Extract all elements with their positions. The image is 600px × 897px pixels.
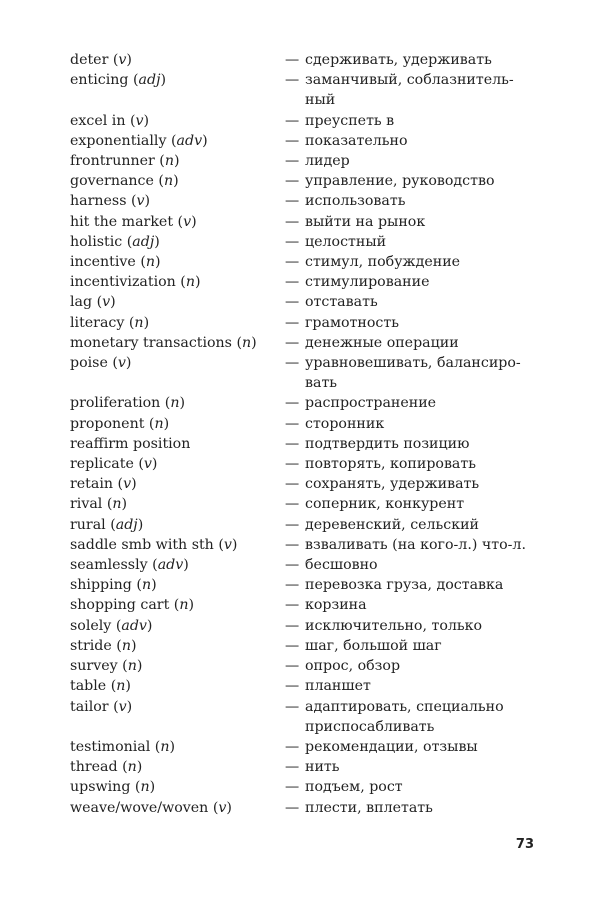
entry-term: proponent (n) <box>70 415 170 432</box>
entry-dash: — <box>285 415 300 432</box>
entry-term: frontrunner (n) <box>70 153 180 170</box>
entry-term: tailor (v) <box>70 698 133 715</box>
entry-term: testimonial (n) <box>70 738 176 755</box>
entry-part-of-speech: n <box>112 496 122 513</box>
entry-part-of-speech: v <box>117 355 126 372</box>
entry-dash: — <box>285 72 300 89</box>
entry-term: table (n) <box>70 678 131 695</box>
glossary-entry <box>70 474 540 494</box>
entry-word: solely <box>70 617 112 634</box>
entry-word: replicate <box>70 456 134 473</box>
entry-term: shipping (n) <box>70 577 157 594</box>
entry-part-of-speech: n <box>116 678 126 695</box>
entry-definition: рекомендации, отзывы <box>305 738 478 755</box>
entry-part-of-speech: adj <box>138 72 161 89</box>
glossary-entry <box>70 292 540 312</box>
entry-part-of-speech: v <box>143 456 152 473</box>
entry-part-of-speech: n <box>127 658 137 675</box>
entry-word: testimonial <box>70 738 151 755</box>
glossary-entry <box>70 393 540 413</box>
entry-term: thread (n) <box>70 759 143 776</box>
entry-part-of-speech: n <box>154 415 164 432</box>
entry-word: harness <box>70 193 127 210</box>
glossary-entry <box>70 191 540 211</box>
entry-dash: — <box>285 153 300 170</box>
entry-part-of-speech: v <box>218 799 227 816</box>
entry-word: excel in <box>70 112 126 129</box>
entry-part-of-speech: adv <box>121 617 147 634</box>
entry-definition: корзина <box>305 597 367 614</box>
entry-part-of-speech: n <box>141 577 152 594</box>
entry-dash: — <box>285 698 300 715</box>
entry-dash: — <box>285 173 300 190</box>
entry-dash: — <box>285 738 300 755</box>
glossary-entry <box>70 676 540 696</box>
entry-part-of-speech: adv <box>157 557 184 574</box>
glossary-entry <box>70 151 540 171</box>
glossary-entry <box>70 595 540 615</box>
glossary-entry <box>70 656 540 676</box>
entry-term: monetary transactions (n) <box>70 334 257 351</box>
entry-dash: — <box>285 334 300 351</box>
entry-part-of-speech: n <box>145 254 155 271</box>
entry-part-of-speech: v <box>118 52 127 68</box>
entry-part-of-speech: v <box>123 476 132 493</box>
entry-dash: — <box>285 355 300 372</box>
entry-term: incentive (n) <box>70 254 161 271</box>
entry-dash: — <box>285 213 300 230</box>
entry-definition: повторять, копировать <box>305 456 476 473</box>
entry-term: literacy (n) <box>70 314 150 331</box>
entry-definition: стимул, побуждение <box>305 254 461 271</box>
entry-term: saddle smb with sth (v) <box>70 536 238 553</box>
entry-definition: целостный <box>305 233 387 250</box>
entry-dash: — <box>285 456 300 473</box>
glossary-entry <box>70 737 540 757</box>
entry-definition: денежные операции <box>305 334 459 351</box>
entry-definition: сторонник <box>305 415 385 432</box>
entry-definition: показательно <box>305 132 408 149</box>
entry-word: enticing <box>70 72 129 89</box>
entry-term: replicate (v) <box>70 456 158 473</box>
entry-term: hit the market (v) <box>70 213 197 230</box>
glossary-entry <box>70 798 540 818</box>
entry-definition: выйти на рынок <box>305 213 426 230</box>
entry-word: rival <box>70 496 103 513</box>
glossary-entry <box>70 111 540 131</box>
page-number: 73 <box>515 837 534 852</box>
glossary-entry <box>70 272 540 292</box>
entry-definition: адаптировать, специально приспосабливать <box>305 698 504 735</box>
glossary-entry <box>70 333 540 353</box>
entry-definition: деревенский, сельский <box>305 516 479 533</box>
entry-term: rural (adj) <box>70 516 144 533</box>
entry-definition: грамотность <box>305 314 399 331</box>
entry-term: exponentially (adv) <box>70 132 208 149</box>
entry-definition: перевозка груза, доставка <box>305 577 504 594</box>
entry-term: retain (v) <box>70 476 137 493</box>
glossary-entry <box>70 353 540 393</box>
entry-word: survey <box>70 658 118 675</box>
entry-word: seamlessly <box>70 557 148 574</box>
entry-dash: — <box>285 779 300 796</box>
glossary-list <box>70 50 540 818</box>
entry-term: enticing (adj) <box>70 72 167 89</box>
entry-term: poise (v) <box>70 355 132 372</box>
entry-word: stride <box>70 637 112 654</box>
glossary-entry <box>70 434 540 454</box>
entry-term: shopping cart (n) <box>70 597 195 614</box>
entry-definition: опрос, обзор <box>305 658 401 675</box>
glossary-entry <box>70 757 540 777</box>
glossary-entry <box>70 636 540 656</box>
entry-word: proliferation <box>70 395 161 412</box>
entry-dash: — <box>285 254 300 271</box>
entry-definition: уравновешивать, балансиро- вать <box>305 355 521 392</box>
entry-definition: нить <box>305 759 340 776</box>
entry-word: holistic <box>70 233 123 250</box>
entry-term: holistic (adj) <box>70 233 160 250</box>
glossary-entry <box>70 171 540 191</box>
entry-definition: исключительно, только <box>305 617 483 634</box>
entry-dash: — <box>285 294 300 311</box>
entry-definition: сохранять, удерживать <box>305 476 480 493</box>
entry-part-of-speech: n <box>160 738 170 755</box>
entry-term: survey (n) <box>70 658 143 675</box>
entry-term: weave/wove/woven (v) <box>70 799 232 816</box>
entry-word: incentivization <box>70 274 176 291</box>
entry-dash: — <box>285 637 300 654</box>
entry-definition: планшет <box>305 678 371 695</box>
entry-part-of-speech: n <box>170 395 180 412</box>
entry-term: incentivization (n) <box>70 274 201 291</box>
entry-dash: — <box>285 678 300 695</box>
glossary-entry <box>70 494 540 514</box>
glossary-entry <box>70 454 540 474</box>
entry-term: proliferation (n) <box>70 395 186 412</box>
entry-word: poise <box>70 355 108 372</box>
entry-dash: — <box>285 132 300 149</box>
entry-definition: подтвердить позицию <box>305 435 470 452</box>
glossary-entry <box>70 313 540 333</box>
entry-dash: — <box>285 233 300 250</box>
entry-word: frontrunner <box>70 153 155 170</box>
entry-definition: заманчивый, соблазнитель- ный <box>305 72 514 109</box>
glossary-entry <box>70 414 540 434</box>
glossary-entry <box>70 535 540 555</box>
entry-term: upswing (n) <box>70 779 156 796</box>
entry-word: hit the market <box>70 213 174 230</box>
entry-part-of-speech: adj <box>115 516 138 533</box>
entry-term: solely (adv) <box>70 617 153 634</box>
entry-part-of-speech: v <box>183 213 192 230</box>
entry-part-of-speech: n <box>121 637 131 654</box>
entry-word: retain <box>70 476 114 493</box>
entry-part-of-speech: v <box>135 112 144 129</box>
entry-dash: — <box>285 193 300 210</box>
entry-definition: использовать <box>305 193 406 210</box>
glossary-entry <box>70 252 540 272</box>
glossary-entry <box>70 70 540 110</box>
entry-dash: — <box>285 496 300 513</box>
entry-part-of-speech: n <box>242 334 252 351</box>
entry-dash: — <box>285 112 300 129</box>
entry-dash: — <box>285 52 300 68</box>
entry-part-of-speech: n <box>164 153 174 170</box>
entry-word: literacy <box>70 314 125 331</box>
entry-word: shipping <box>70 577 132 594</box>
entry-word: lag <box>70 294 93 311</box>
entry-term <box>70 434 285 454</box>
entry-dash: — <box>285 476 300 493</box>
entry-term: deter (v) <box>70 52 132 68</box>
entry-word: deter <box>70 52 109 68</box>
entry-word: exponentially <box>70 132 167 149</box>
entry-word: weave/wove/woven <box>70 799 209 816</box>
entry-word: rural <box>70 516 106 533</box>
entry-word: reaffirm position <box>70 435 191 452</box>
entry-dash: — <box>285 536 300 553</box>
entry-definition: преуспеть в <box>305 112 395 129</box>
entry-dash: — <box>285 577 300 594</box>
entry-word: incentive <box>70 254 136 271</box>
glossary-entry <box>70 777 540 797</box>
entry-dash: — <box>285 658 300 675</box>
glossary-entry <box>70 555 540 575</box>
glossary-entry <box>70 515 540 535</box>
entry-part-of-speech: n <box>140 779 150 796</box>
entry-definition: управление, руководство <box>305 173 495 190</box>
entry-term: seamlessly (adv) <box>70 557 189 574</box>
glossary-entry <box>70 616 540 636</box>
entry-term: stride (n) <box>70 637 137 654</box>
entry-word: governance <box>70 173 154 190</box>
glossary-entry <box>70 232 540 252</box>
entry-term: excel in (v) <box>70 112 150 129</box>
entry-dash: — <box>285 799 300 816</box>
entry-definition: шаг, большой шаг <box>305 637 442 654</box>
entry-definition: подъем, рост <box>305 779 403 796</box>
entry-part-of-speech: n <box>127 759 137 776</box>
entry-definition: взваливать (на кого-л.) что-л. <box>305 536 526 553</box>
glossary-entry <box>70 697 540 737</box>
entry-definition: плести, вплетать <box>305 799 433 816</box>
entry-part-of-speech: adv <box>176 132 203 149</box>
entry-dash: — <box>285 395 300 412</box>
glossary-entry <box>70 575 540 595</box>
entry-part-of-speech: n <box>134 314 144 331</box>
entry-word: monetary transactions <box>70 334 232 351</box>
entry-dash: — <box>285 759 300 776</box>
entry-word: upswing <box>70 779 131 796</box>
entry-dash: — <box>285 314 300 331</box>
entry-term: governance (n) <box>70 173 179 190</box>
entry-definition: отставать <box>305 294 378 311</box>
entry-part-of-speech: v <box>102 294 111 311</box>
entry-definition: сдерживать, удерживать <box>305 52 492 68</box>
entry-term: rival (n) <box>70 496 128 513</box>
entry-dash: — <box>285 557 300 574</box>
entry-dash: — <box>285 435 300 452</box>
entry-definition: лидер <box>305 153 350 170</box>
entry-part-of-speech: n <box>163 173 174 190</box>
entry-definition: распространение <box>305 395 437 412</box>
entry-definition: соперник, конкурент <box>305 496 465 513</box>
entry-dash: — <box>285 516 300 533</box>
entry-part-of-speech: n <box>179 597 189 614</box>
glossary-entry <box>70 131 540 151</box>
entry-dash: — <box>285 597 300 614</box>
entry-dash: — <box>285 274 300 291</box>
glossary-entry <box>70 50 540 70</box>
entry-part-of-speech: v <box>223 536 232 553</box>
entry-word: proponent <box>70 415 145 432</box>
entry-word: thread <box>70 759 118 776</box>
entry-word: table <box>70 678 107 695</box>
entry-part-of-speech: v <box>136 193 145 210</box>
entry-word: shopping cart <box>70 597 170 614</box>
entry-dash: — <box>285 617 300 634</box>
entry-part-of-speech: adj <box>132 233 155 250</box>
entry-term: harness (v) <box>70 193 151 210</box>
entry-word: saddle smb with sth <box>70 536 214 553</box>
entry-definition: бесшовно <box>305 557 378 574</box>
entry-part-of-speech: v <box>118 698 127 715</box>
entry-part-of-speech: n <box>185 274 195 291</box>
entry-word: tailor <box>70 698 109 715</box>
glossary-entry <box>70 212 540 232</box>
entry-definition: стимулирование <box>305 274 430 291</box>
entry-term: lag (v) <box>70 294 116 311</box>
